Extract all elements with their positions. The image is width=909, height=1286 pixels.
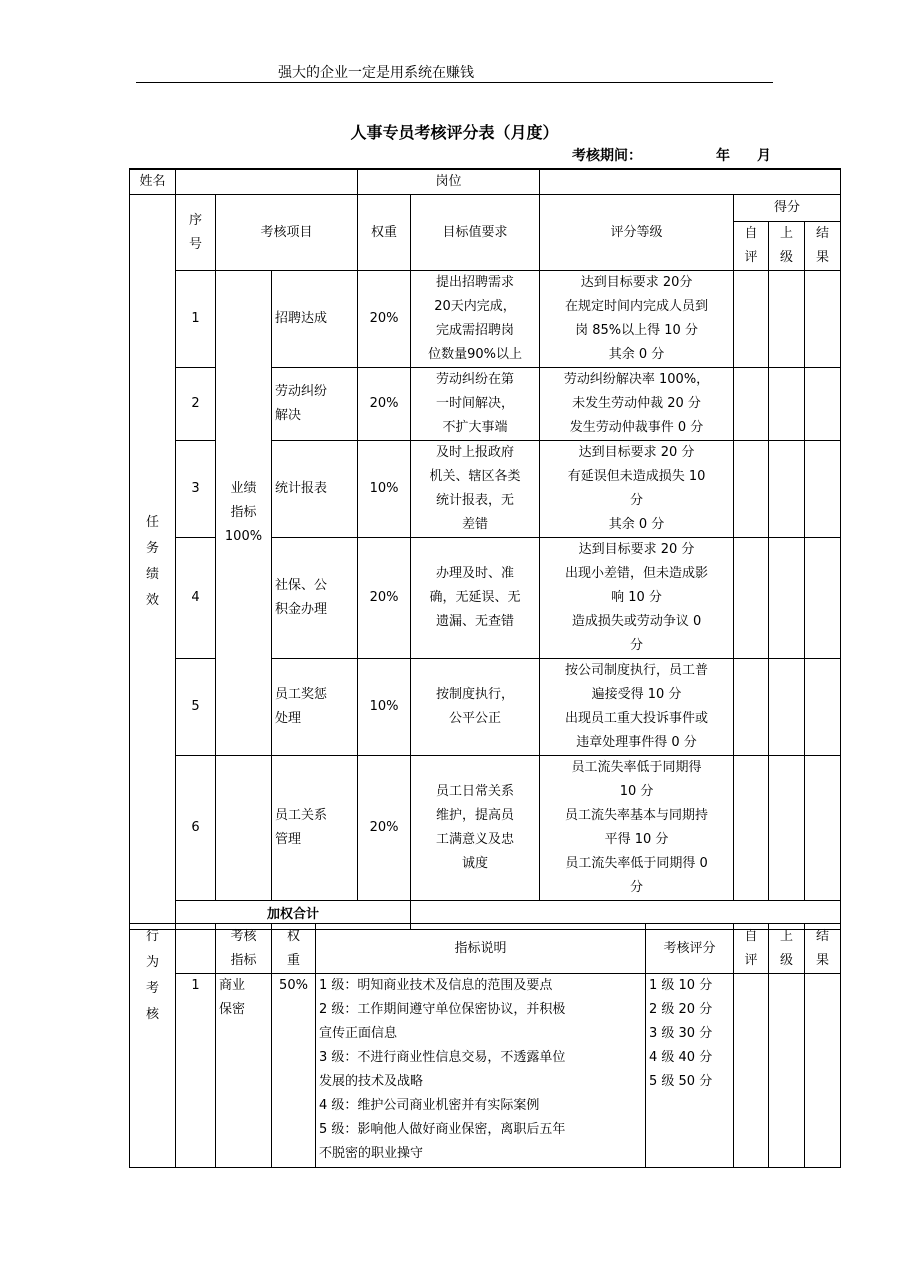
self-score-cell[interactable] (734, 271, 769, 368)
behavior-section-label: 行 为 考 核 (130, 924, 176, 1168)
header-target: 目标值要求 (411, 195, 540, 271)
table-row (130, 756, 841, 901)
row-no: 6 (176, 756, 216, 901)
result-score-cell[interactable] (805, 441, 841, 538)
table-row (130, 271, 841, 368)
header-grading: 评分等级 (540, 195, 734, 271)
superior-score-cell[interactable] (769, 974, 805, 1168)
row-item: 劳动纠纷 解决 (272, 368, 358, 441)
row-no: 3 (176, 441, 216, 538)
behavior-header-self: 自 评 (734, 924, 769, 974)
header-result: 结 果 (805, 222, 841, 271)
row-item: 招聘达成 (272, 271, 358, 368)
position-value[interactable] (540, 169, 841, 195)
behavior-header-indicator: 考核 指标 (216, 924, 272, 974)
row-item: 员工关系 管理 (272, 756, 358, 901)
row-grading: 达到目标要求 20 分 有延误但未造成损失 10 分 其余 0 分 (540, 441, 734, 538)
row-weight: 20% (358, 756, 411, 901)
row-target: 及时上报政府 机关、辖区各类 统计报表，无 差错 (411, 441, 540, 538)
row-no: 5 (176, 659, 216, 756)
weighted-total-label: 加权合计 (176, 901, 411, 930)
result-score-cell[interactable] (805, 974, 841, 1168)
page-title: 人事专员考核评分表（月度） (350, 123, 559, 142)
superior-score-cell[interactable] (769, 441, 805, 538)
header-divider (136, 82, 773, 83)
row-no: 1 (176, 271, 216, 368)
behavior-row-weight: 50% (272, 974, 316, 1168)
position-label: 岗位 (358, 169, 540, 195)
row-weight: 20% (358, 538, 411, 659)
self-score-cell[interactable] (734, 368, 769, 441)
header-score: 得分 (734, 195, 841, 222)
header-weight: 权重 (358, 195, 411, 271)
superior-score-cell[interactable] (769, 368, 805, 441)
result-score-cell[interactable] (805, 659, 841, 756)
category-label: 业绩 指标 100% (216, 271, 272, 756)
row-target: 劳动纠纷在第 一时间解决， 不扩大事端 (411, 368, 540, 441)
row-weight: 10% (358, 659, 411, 756)
row-no: 4 (176, 538, 216, 659)
result-score-cell[interactable] (805, 271, 841, 368)
self-score-cell[interactable] (734, 538, 769, 659)
row-item: 社保、公 积金办理 (272, 538, 358, 659)
row-grading: 按公司制度执行，员工普 遍接受得 10 分 出现员工重大投诉事件或 违章处理事件得 0 分 (540, 659, 734, 756)
result-score-cell[interactable] (805, 538, 841, 659)
self-score-cell[interactable] (734, 974, 769, 1168)
header-slogan: 强大的企业一定是用系统在赚钱 (278, 65, 474, 81)
self-score-cell[interactable] (734, 659, 769, 756)
self-score-cell[interactable] (734, 441, 769, 538)
header-item: 考核项目 (216, 195, 358, 271)
header-self: 自 评 (734, 222, 769, 271)
row-item: 统计报表 (272, 441, 358, 538)
header-superior: 上 级 (769, 222, 805, 271)
row-target: 员工日常关系 维护，提高员 工满意义及忠 诚度 (411, 756, 540, 901)
row-grading: 劳动纠纷解决率 100%， 未发生劳动仲裁 20 分 发生劳动仲裁事件 0 分 (540, 368, 734, 441)
behavior-table (129, 923, 841, 1168)
row-target: 办理及时、准 确，无延误、无 遗漏、无查错 (411, 538, 540, 659)
row-weight: 20% (358, 271, 411, 368)
row-grading: 达到目标要求 20 分 出现小差错，但未造成影 响 10 分 造成损失或劳动争议 0 分 (540, 538, 734, 659)
row-item: 员工奖惩 处理 (272, 659, 358, 756)
behavior-header-result: 结 果 (805, 924, 841, 974)
behavior-row-indicator: 商业 保密 (216, 974, 272, 1168)
category-blank (216, 756, 272, 901)
table-row (130, 974, 841, 1168)
row-grading: 达到目标要求 20分 在规定时间内完成人员到 岗 85%以上得 10 分 其余 0 分 (540, 271, 734, 368)
superior-score-cell[interactable] (769, 756, 805, 901)
row-grading: 员工流失率低于同期得 10 分 员工流失率基本与同期持 平得 10 分 员工流失率低于同期得 0 分 (540, 756, 734, 901)
superior-score-cell[interactable] (769, 538, 805, 659)
row-weight: 10% (358, 441, 411, 538)
behavior-header-superior: 上 级 (769, 924, 805, 974)
task-section-label: 任 务 绩 效 (130, 195, 176, 930)
superior-score-cell[interactable] (769, 659, 805, 756)
behavior-header-weight: 权 重 (272, 924, 316, 974)
period-month: 月 (757, 148, 771, 164)
period-label: 考核期间： (572, 148, 642, 164)
header-no: 序 号 (176, 195, 216, 271)
row-target: 提出招聘需求 20天内完成， 完成需招聘岗 位数量90%以上 (411, 271, 540, 368)
result-score-cell[interactable] (805, 368, 841, 441)
behavior-header-score: 考核评分 (646, 924, 734, 974)
superior-score-cell[interactable] (769, 271, 805, 368)
name-value[interactable] (176, 169, 358, 195)
self-score-cell[interactable] (734, 756, 769, 901)
result-score-cell[interactable] (805, 756, 841, 901)
row-weight: 20% (358, 368, 411, 441)
row-target: 按制度执行， 公平公正 (411, 659, 540, 756)
behavior-header-desc: 指标说明 (316, 924, 646, 974)
behavior-row-no: 1 (176, 974, 216, 1168)
behavior-header-no (176, 924, 216, 974)
task-table (129, 168, 841, 930)
behavior-row-score: 1 级 10 分 2 级 20 分 3 级 30 分 4 级 40 分 5 级 50 分 (646, 974, 734, 1168)
name-label: 姓名 (130, 169, 176, 195)
period-year: 年 (716, 148, 730, 164)
behavior-row-desc: 1 级：明知商业技术及信息的范围及要点 2 级：工作期间遵守单位保密协议，并积极 宣传正面信息 3 级：不进行商业性信息交易，不透露单位 发展的技术及战略 4 级：维护公司商业机密并有实际案例 5 级：影响他人做好商业保密，离职后五年 不脱密的职业操守 (316, 974, 646, 1168)
row-no: 2 (176, 368, 216, 441)
